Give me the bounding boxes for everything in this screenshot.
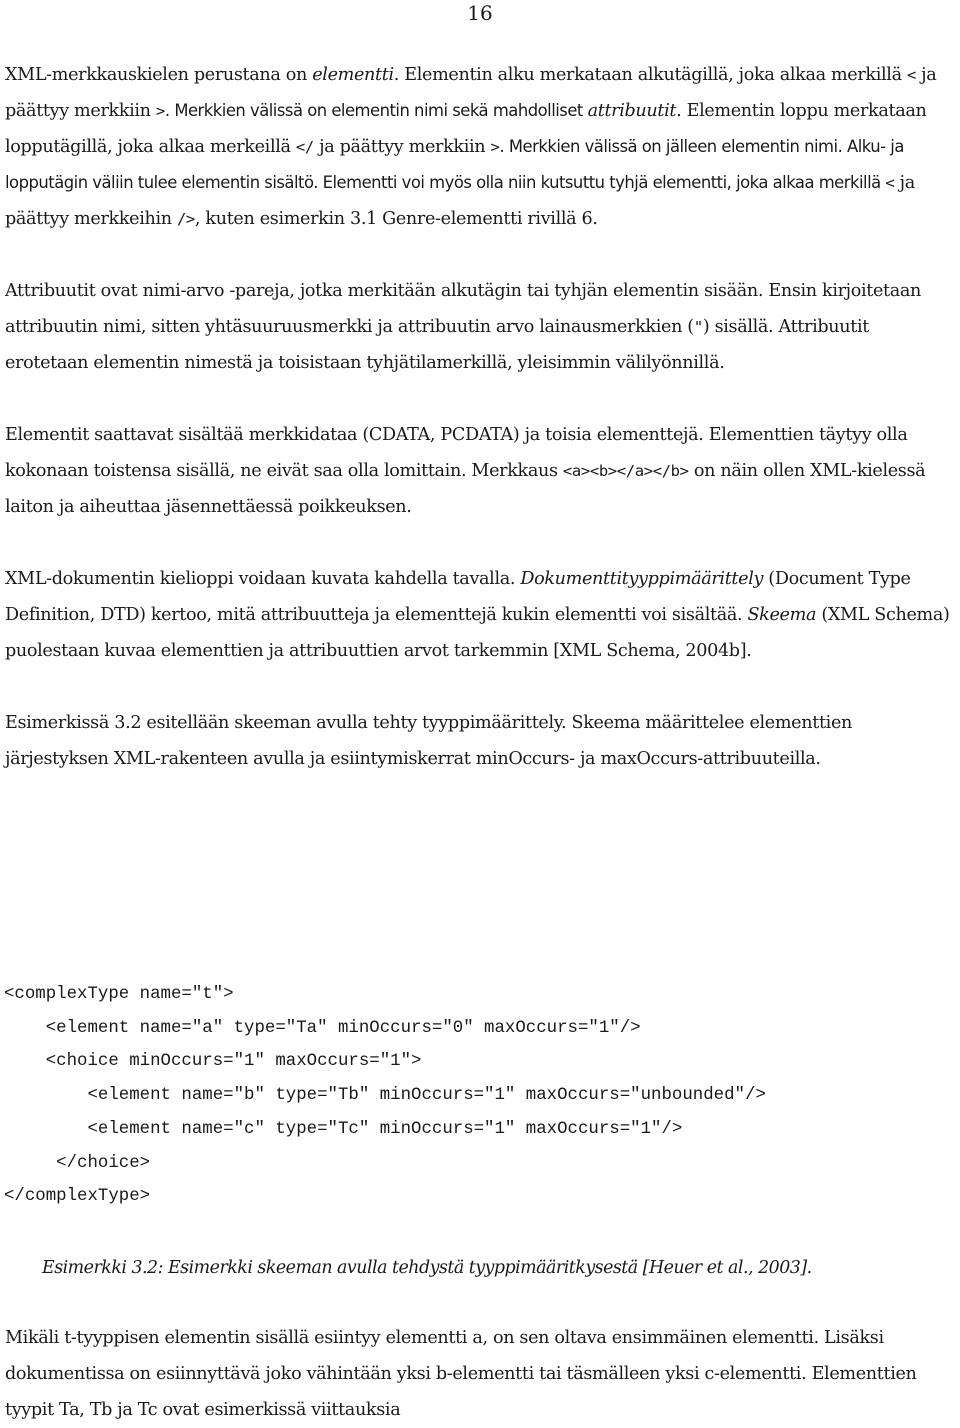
text-run: . Merkkien välissä on elementin nimi sekä mahdolliset xyxy=(164,101,588,120)
code-line: </complexType> xyxy=(4,1187,151,1207)
term-skeema: Skeema xyxy=(747,605,817,625)
code-listing xyxy=(4,978,766,1214)
code-line: <complexType name="t"> xyxy=(4,985,234,1004)
text-run: Elementit saattavat sisältää merkkidataa (CDATA, PCDATA) ja toisia elementtejä. Elementtien täytyy olla kokonaan toistensa sisällä, ne eivät saa olla lomittain. Merkkaus xyxy=(5,425,908,481)
example-caption: Esimerkki 3.2: Esimerkki skeeman avulla tehdystä tyyppimääritkysestä [Heuer et al., 2003]. xyxy=(42,1258,812,1278)
inline-code-invalid-nesting: <a><b></a></b> xyxy=(562,462,689,480)
text-run: , kuten esimerkin 3.1 Genre-elementti rivillä 6. xyxy=(194,209,598,229)
code-line: </choice> xyxy=(4,1153,151,1173)
symbol-greater-than: > xyxy=(155,102,165,120)
paragraph-grammar xyxy=(5,561,955,669)
text-run: XML-merkkauskielen perustana on xyxy=(5,65,313,85)
text-run: Attribuutit ovat nimi-arvo -pareja, jotka merkitään alkutägin tai tyhjän elementin sisään. Ensin kirjoitetaan attribuutin nimi, sitten yhtäsuuruusmerkki ja attribuutin arvo lainausmerkkien ( xyxy=(5,281,922,337)
paragraph-attributes xyxy=(5,273,955,381)
text-run: . Merkkien välissä on jälleen elementin nimi. Alku- ja lopputägin väliin tulee elementin sisältö. Elementti voi myös olla niin kutsuttu tyhjä elementti, joka alkaa merkillä xyxy=(5,137,904,192)
text-run: on näin ollen XML-kielessä laiton ja aiheuttaa jäsennettäessä poikkeuksen. xyxy=(5,461,926,517)
text-run: ) sisällä. Attribuutit erotetaan elementin nimestä ja toisistaan tyhjätilamerkillä, yleisimmin välilyönnillä. xyxy=(5,317,869,373)
text-run: (Document Type Definition, DTD) kertoo, mitä attribuutteja ja elementtejä kukin elementti voi sisältää. xyxy=(5,569,911,625)
symbol-less-than: < xyxy=(885,174,895,192)
text-run: (XML Schema) puolestaan kuvaa elementtien ja attribuuttien arvot tarkemmin [XML Schema, 2004b]. xyxy=(5,605,950,661)
code-line: <choice minOccurs="1" maxOccurs="1"> xyxy=(4,1052,422,1072)
symbol-quote: " xyxy=(693,318,703,336)
text-run: ja päättyy merkkiin xyxy=(5,65,937,121)
text-run: . Elementin alku merkataan alkutägillä, joka alkaa merkillä xyxy=(393,65,907,85)
paragraph-explanation xyxy=(5,1320,955,1428)
code-line: <element name="c" type="Tc" minOccurs="1" maxOccurs="1"/> xyxy=(4,1119,683,1139)
text-run: ja päättyy merkkiin xyxy=(313,137,491,157)
code-line: <element name="a" type="Ta" minOccurs="0" maxOccurs="1"/> xyxy=(4,1018,641,1038)
body-text xyxy=(5,57,955,777)
symbol-greater-than: > xyxy=(490,138,500,156)
symbol-end-tag-open: </ xyxy=(295,138,314,156)
code-line: <element name="b" type="Tb" minOccurs="1" maxOccurs="unbounded"/> xyxy=(4,1086,766,1106)
term-dtd: Dokumenttityyppimäärittely xyxy=(520,569,764,589)
term-attribuutit: attribuutit xyxy=(587,101,677,121)
paragraph-nesting xyxy=(5,417,955,525)
paragraph-element-definition xyxy=(5,57,955,237)
paragraph-example-intro xyxy=(5,705,955,777)
text-run: . Elementin loppu merkataan lopputägillä, joka alkaa merkeillä xyxy=(5,101,927,157)
text-run: ja päättyy merkkeihin xyxy=(5,173,915,229)
text-run: Mikäli t-tyyppisen elementin sisällä esiintyy elementti a, on sen oltava ensimmäinen elementti. Lisäksi dokumentissa on esiinnyttävä joko vähintään yksi b-elementti tai täsmälleen yksi c-elementti. Elementtien tyypit Ta, Tb ja Tc ovat esimerkissä viittauksia xyxy=(5,1328,917,1420)
text-run: XML-dokumentin kielioppi voidaan kuvata kahdella tavalla. xyxy=(5,569,521,589)
page-number: 16 xyxy=(467,1,493,25)
text-run: Esimerkissä 3.2 esitellään skeeman avulla tehty tyyppimäärittely. Skeema määrittelee elementtien järjestyksen XML-rakenteen avulla ja esiintymiskerrat minOccurs- ja maxOccurs-attribuuteilla. xyxy=(5,713,852,769)
symbol-self-closing: /> xyxy=(176,210,195,228)
term-elementti: elementti xyxy=(312,65,394,85)
symbol-less-than: < xyxy=(906,66,916,84)
